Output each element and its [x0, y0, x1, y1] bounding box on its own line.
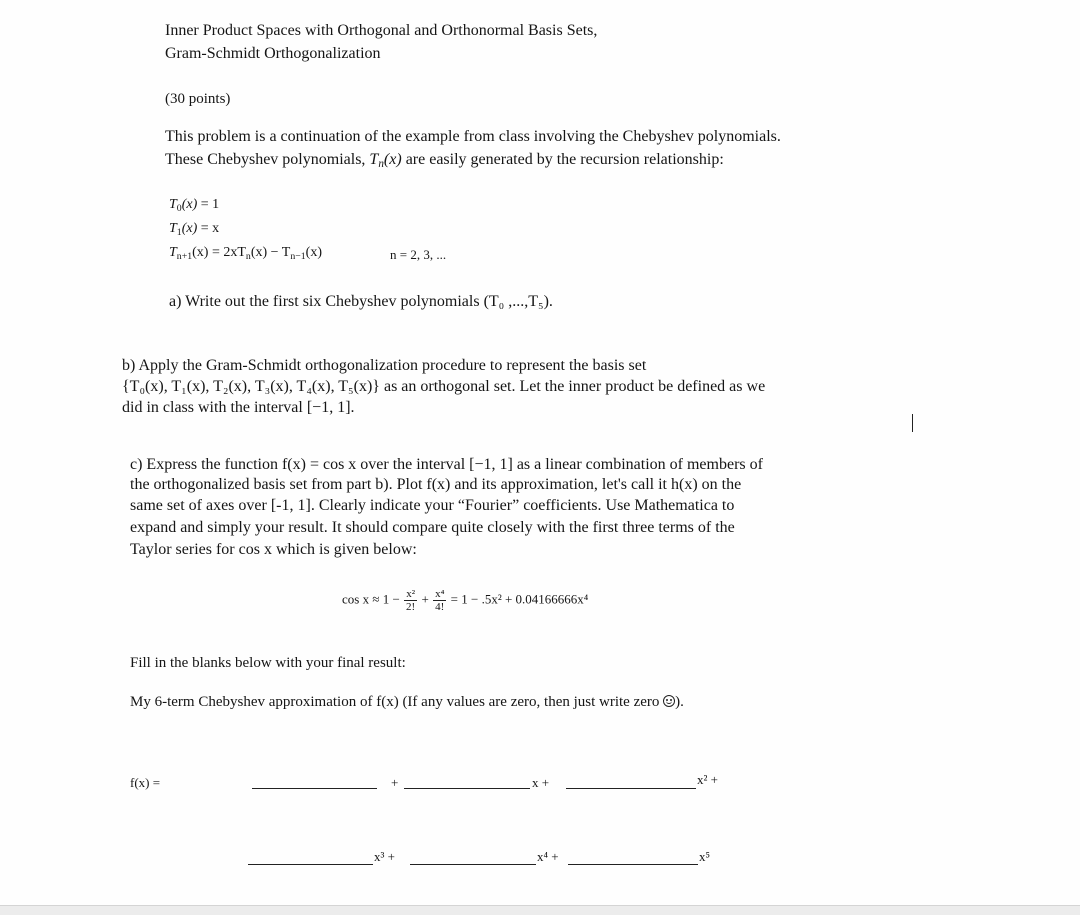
part-c-line-3: same set of axes over [-1, 1]. Clearly indicate your “Fourier” coefficients. Use Mathematica to	[130, 497, 735, 514]
points-label: (30 points)	[165, 91, 231, 107]
recursion-n-range: n = 2, 3, ...	[390, 247, 447, 262]
blank-coef-1[interactable]	[404, 788, 530, 789]
recursion-eq-1: $T_0(x) = 1$	[169, 197, 220, 214]
taylor-frac-2-num: x⁴	[435, 588, 445, 600]
part-c-line-1: c) Express the function f(x) = cos x over the interval [−1, 1] as a linear combination of members of	[130, 456, 763, 473]
part-a-text: a) Write out the first six Chebyshev polynomials (T₀ ,...,T₅).	[169, 293, 553, 310]
recursion-eq-3-end: (x)	[305, 245, 322, 260]
taylor-lhs: cos x ≈ 1 −	[342, 591, 400, 607]
answer-x5: x⁵	[699, 849, 711, 864]
approx-label-close: ).	[675, 694, 684, 710]
intro-line-2	[165, 150, 724, 170]
title-line-1: Inner Product Spaces with Orthogonal and Orthonormal Basis Sets,	[165, 22, 598, 39]
intro-line-2-a: These Chebyshev polynomials,	[165, 151, 366, 168]
recursion-eq-3-lhs: (x) = 2xT	[192, 245, 246, 260]
answer-x4-plus: x⁴ +	[537, 849, 559, 864]
tn-symbol: $T_n(x)$	[369, 151, 402, 170]
blank-coef-4[interactable]	[410, 864, 536, 865]
blank-coef-3[interactable]	[248, 864, 373, 865]
approx-label-text: My 6-term Chebyshev approximation of f(x) (If any values are zero, then just write zero	[130, 694, 660, 710]
taylor-frac-2-den: 4!	[435, 601, 445, 613]
part-b-line-3: did in class with the interval [−1, 1].	[122, 399, 355, 416]
taylor-frac-2	[433, 588, 446, 613]
answer-lhs: f(x) =	[130, 775, 161, 790]
blank-coef-0[interactable]	[252, 788, 377, 789]
recursion-eq-1-rhs: = 1	[200, 197, 220, 212]
viewer-bottom-bar	[0, 905, 1080, 915]
intro-line-1: This problem is a continuation of the example from class involving the Chebyshev polynomials.	[165, 128, 781, 145]
taylor-frac-1-num: x²	[404, 588, 417, 601]
recursion-eq-3-mid: (x) − T	[250, 245, 291, 260]
title-line-2: Gram-Schmidt Orthogonalization	[165, 45, 381, 62]
approx-label	[130, 692, 684, 712]
part-c-line-2: the orthogonalized basis set from part b). Plot f(x) and its approximation, let's call it h(x) on the	[130, 476, 742, 493]
smiley-icon	[663, 695, 675, 707]
answer-x2-plus: x² +	[697, 772, 718, 787]
part-c-line-5: Taylor series for cos x which is given below:	[130, 541, 417, 558]
recursion-eq-2: $T_1(x) = x$	[169, 221, 220, 238]
taylor-plus: +	[421, 591, 429, 607]
blank-coef-2[interactable]	[566, 788, 696, 789]
answer-x-plus: x +	[532, 775, 550, 790]
part-b-line-1: b) Apply the Gram-Schmidt orthogonalization procedure to represent the basis set	[122, 357, 647, 374]
part-b-line-2: {T₀(x), T₁(x), T₂(x), T₃(x), T₄(x), T₅(x)} as an orthogonal set. Let the inner product be defined as we	[122, 378, 766, 395]
taylor-frac-1	[404, 588, 417, 613]
part-c-line-4: expand and simply your result. It should compare quite closely with the first three terms of the	[130, 519, 735, 536]
fill-instruction: Fill in the blanks below with your final result:	[130, 655, 406, 671]
taylor-rhs: = 1 − .5x² + 0.04166666x⁴	[450, 591, 589, 607]
blank-coef-5[interactable]	[568, 864, 698, 865]
recursion-eq-2-rhs: = x	[200, 221, 220, 236]
text-cursor	[912, 414, 913, 432]
answer-x3-plus: x³ +	[374, 849, 395, 864]
taylor-frac-1-den: 2!	[406, 601, 416, 613]
answer-plus: +	[391, 775, 399, 790]
taylor-equation	[342, 588, 588, 613]
recursion-eq-3: $T_{n+1}(x) = 2xT_n(x) - T_{n-1}(x)$	[169, 245, 322, 262]
intro-line-2-b: are easily generated by the recursion relationship:	[405, 151, 724, 168]
